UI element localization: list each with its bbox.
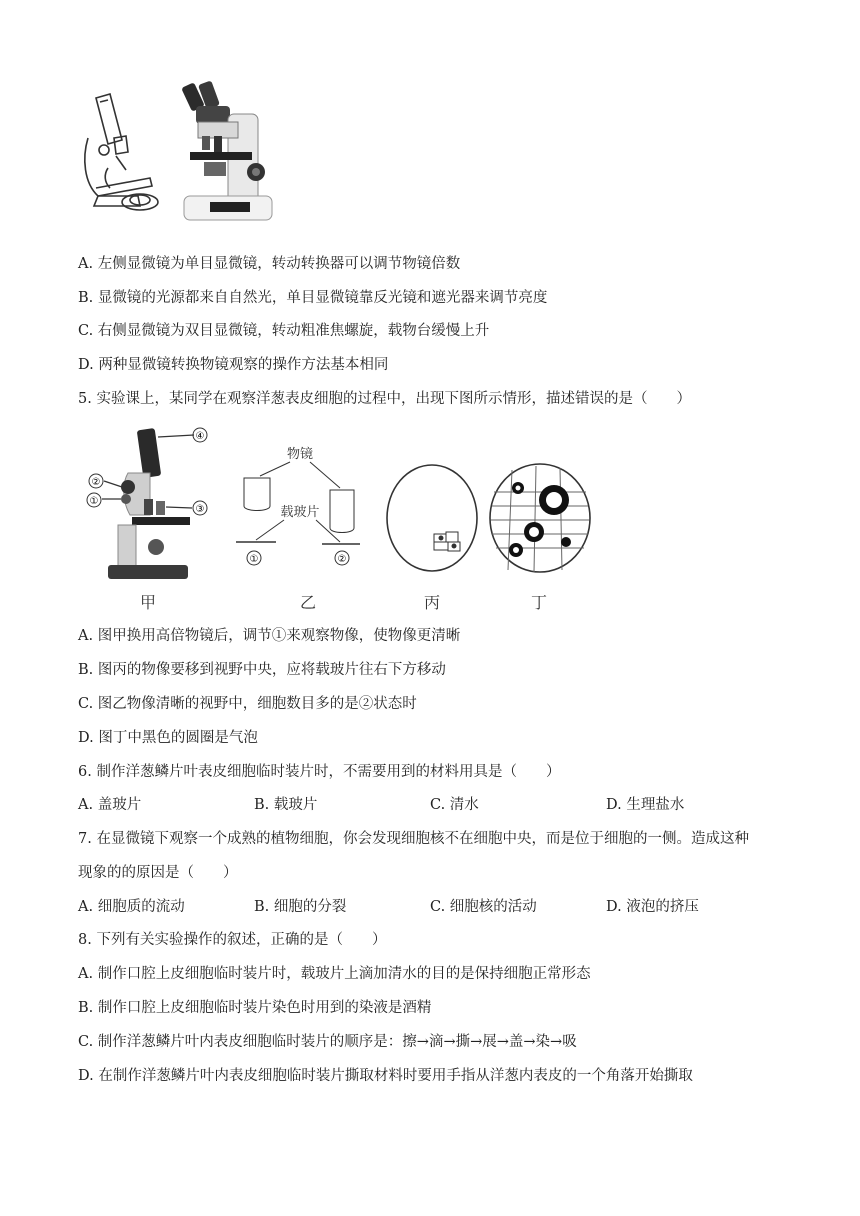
figure-ding-bubbles xyxy=(488,462,592,574)
figure-yi-objective-diagram xyxy=(230,440,365,575)
q5-stem: 5. 实验课上，某同学在观察洋葱表皮细胞的过程中，出现下图所示情形，描述错误的是（ ） xyxy=(78,391,691,407)
q7-option-b: B. 细胞的分裂 xyxy=(254,899,347,915)
q7-option-a: A. 细胞质的流动 xyxy=(78,899,185,915)
yi-state-1: ① xyxy=(249,554,259,565)
figure-label-jia: 甲 xyxy=(139,593,156,612)
q8-stem: 8. 下列有关实验操作的叙述，正确的是（ ） xyxy=(78,932,387,948)
q4-option-a: A. 左侧显微镜为单目显微镜，转动转换器可以调节物镜倍数 xyxy=(78,256,461,272)
q7-option-d: D. 液泡的挤压 xyxy=(606,899,699,915)
figure-label-ding: 丁 xyxy=(530,593,547,612)
q6-stem: 6. 制作洋葱鳞片叶表皮细胞临时装片时，不需要用到的材料用具是（ ） xyxy=(78,764,561,780)
q5-option-d: D. 图丁中黑色的圆圈是气泡 xyxy=(78,730,258,746)
labeled-microscope-diagram xyxy=(78,423,218,588)
q8-option-b: B. 制作口腔上皮细胞临时装片染色时用到的染液是酒精 xyxy=(78,1000,432,1016)
q8-option-a: A. 制作口腔上皮细胞临时装片时，载玻片上滴加清水的目的是保持细胞正常形态 xyxy=(78,966,591,982)
q7-stem-line1: 7. 在显微镜下观察一个成熟的植物细胞，你会发现细胞核不在细胞中央，而是位于细胞的一侧。造成这种 xyxy=(78,831,749,847)
q6-option-c: C. 清水 xyxy=(430,797,479,813)
yi-state-2: ② xyxy=(337,554,347,565)
q4-option-b: B. 显微镜的光源都来自自然光，单目显微镜靠反光镜和遮光器来调节亮度 xyxy=(78,290,548,306)
q4-option-c: C. 右侧显微镜为双目显微镜，转动粗准焦螺旋，载物台缓慢上升 xyxy=(78,323,490,339)
field-of-view-with-air-bubbles xyxy=(488,462,592,574)
callout-2: ② xyxy=(91,477,101,488)
figure-jia-microscope xyxy=(78,423,218,588)
q8-option-d: D. 在制作洋葱鳞片叶内表皮细胞临时装片撕取材料时要用手指从洋葱内表皮的一个角落开始撕取 xyxy=(78,1068,693,1084)
q5-option-b: B. 图丙的物像要移到视野中央，应将载玻片往右下方移动 xyxy=(78,662,446,678)
callout-1: ① xyxy=(89,496,99,507)
figure-label-bing: 丙 xyxy=(423,593,440,612)
q5-option-a: A. 图甲换用高倍物镜后，调节①来观察物像，使物像更清晰 xyxy=(78,628,461,644)
field-of-view-circle xyxy=(384,462,480,574)
objective-lens-slide-diagram xyxy=(230,440,365,575)
q8-option-c: C. 制作洋葱鳞片叶内表皮细胞临时装片的顺序是：擦→滴→撕→展→盖→染→吸 xyxy=(78,1034,577,1050)
q5-option-c: C. 图乙物像清晰的视野中，细胞数目多的是②状态时 xyxy=(78,696,417,712)
q7-stem-line2: 现象的的原因是（ ） xyxy=(78,865,238,881)
q6-option-b: B. 载玻片 xyxy=(254,797,318,813)
objective-label: 物镜 xyxy=(286,447,314,462)
callout-3: ③ xyxy=(195,504,205,515)
figure-label-yi: 乙 xyxy=(299,593,316,612)
slide-label: 载玻片 xyxy=(280,505,320,520)
monocular-and-binocular-microscope-illustration xyxy=(78,78,278,228)
callout-4: ④ xyxy=(195,431,205,442)
q6-option-d: D. 生理盐水 xyxy=(606,797,685,813)
microscopes-figure xyxy=(78,78,278,228)
figure-bing-field-of-view xyxy=(384,462,480,574)
q7-option-c: C. 细胞核的活动 xyxy=(430,899,537,915)
q6-option-a: A. 盖玻片 xyxy=(78,797,142,813)
q4-option-d: D. 两种显微镜转换物镜观察的操作方法基本相同 xyxy=(78,357,389,373)
